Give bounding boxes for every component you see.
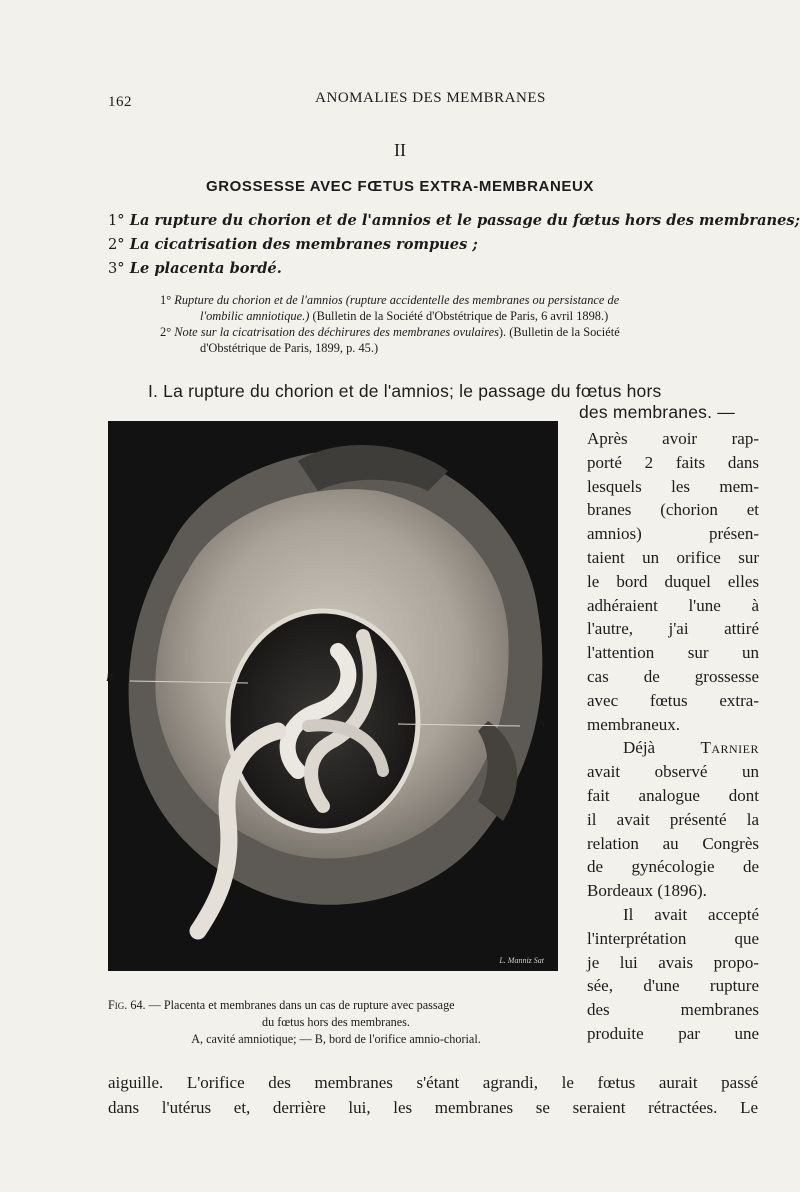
running-title: ANOMALIES DES MEMBRANES xyxy=(315,90,546,106)
chapter-heading: GROSSESSE AVEC FŒTUS EXTRA-MEMBRANEUX xyxy=(205,178,595,195)
figure-photograph xyxy=(108,421,558,971)
chapter-number: II xyxy=(394,140,406,160)
placenta-illustration xyxy=(108,421,558,971)
point-list xyxy=(108,212,800,284)
reference-note: 1° Rupture du chorion et de l'amnios (rupture accidentelle des membranes ou persistance de l'ombilic amniotique.) (Bulletin de la Société d'Obstétrique de Paris, 6 avril 1898.) xyxy=(160,293,620,323)
page-number: 162 xyxy=(108,94,132,110)
figure-caption: Fig. 64. — Placenta et membranes dans un cas de rupture avec passage du fœtus hors des membranes. A, cavité amniotique; — B, bord de l'orifice amnio-chorial. xyxy=(108,998,481,1046)
side-column-text: Après avoir rap- porté 2 faits dans lesquels les mem- branes (chorion et amnios) présen- taient un orifice sur le bord duquel elles adhéraient l'une à l'autre, j'ai attiré l'attention sur un cas de grossesse avec fœtus extra- membraneux. Déjà Tarnier avait observé un fait analogue dont il avait présenté la relation au Congrès de gynécologie de Bordeaux (1896). Il avait accepté l'interprétation que je lui avais propo- sée, d'une rupture des membranes produite par une xyxy=(587,429,759,1043)
running-head xyxy=(108,90,753,112)
figure-label-b: B xyxy=(106,672,113,684)
engraver-signature: L. Manniz Sat xyxy=(499,956,544,965)
point-item: 2° La cicatrisation des membranes rompues ; xyxy=(108,236,478,253)
reference-notes xyxy=(160,292,758,356)
reference-note: 2° Note sur la cicatrisation des déchirures des membranes ovulaires). (Bulletin de la Société d'Obstétrique de Paris, 1899, p. 45.) xyxy=(160,325,620,355)
section-title: I. La rupture du chorion et de l'amnios; le passage du fœtus hors des membranes. — xyxy=(148,381,735,422)
point-item: 3° Le placenta bordé. xyxy=(108,260,282,277)
figure-label-a: A xyxy=(538,717,545,729)
body-text-bottom: aiguille. L'orifice des membranes s'étant agrandi, le fœtus aurait passé dans l'utérus et, derrière lui, les membranes se seraient rétractées. Le xyxy=(108,1073,758,1117)
point-item: 1° La rupture du chorion et de l'amnios et le passage du fœtus hors des membranes; xyxy=(108,212,800,229)
